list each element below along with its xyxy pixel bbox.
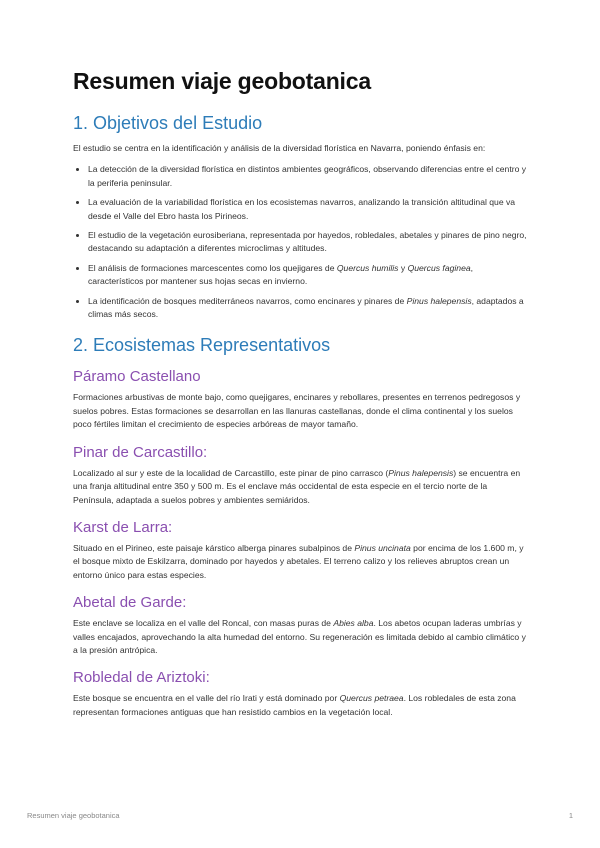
list-item-text: La evaluación de la variabilidad florística en los ecosistemas navarros, analizando la transición altitudinal que va desde el Valle del Ebro hasta los Pirineos. [88,197,516,221]
ecosystem-title: Abetal de Garde: [73,594,187,612]
section-heading-ecosistemas: 2. Ecosistemas Representativos [73,335,331,356]
document-title: Resumen viaje geobotanica [73,68,371,94]
section-ecosistemas [73,335,528,719]
species-name: Quercus humilis [336,262,399,273]
list-item [88,262,528,289]
text-segment: Situado en el Pirineo, este paisaje kárstico alberga pinares subalpinos de [73,542,355,553]
species-name: Pinus halepensis [406,295,472,306]
text-segment: Localizado al sur y este de la localidad de Carcastillo, este pinar de pino carrasco ( [73,467,389,478]
ecosystem-paramo [73,368,528,431]
page-number: 1 [568,811,573,820]
species-name: Quercus petraea [339,693,404,704]
species-name: Abies alba [333,618,374,629]
ecosystem-title: Páramo Castellano [73,368,201,386]
footer-title: Resumen viaje geobotanica [27,811,120,820]
species-name: Pinus uncinata [354,542,411,553]
ecosystem-garde [73,594,528,657]
text-segment: . Los robledales de esta zona representan formaciones antiguas que han resistido cambios en la vegetación local. [73,693,516,717]
text-segment: Este bosque se encuentra en el valle del río Irati y está dominado por [73,693,340,704]
objetivos-list [73,163,528,321]
list-item [88,229,528,256]
section-intro: El estudio se centra en la identificación y análisis de la diversidad florística en Navarra, poniendo énfasis en: [73,143,486,153]
ecosystem-text [73,692,528,719]
ecosystem-title: Robledal de Ariztoki: [73,669,210,687]
ecosystem-title: Pinar de Carcastillo: [73,443,208,461]
species-name: Quercus faginea [407,262,471,273]
section-objetivos [73,113,528,321]
text-segment: Este enclave se localiza en el valle del Roncal, con masas puras de [73,618,334,629]
list-item-text: El análisis de formaciones marcescentes como los quejigares de [88,262,337,273]
document-page [73,68,528,731]
list-item-text: La detección de la diversidad florística en distintos ambientes geográficos, observando diferencias entre el centro y la periferia peninsular. [88,164,527,188]
ecosystem-ariztoki [73,669,528,719]
list-item-text: El estudio de la vegetación eurosiberiana, representada por hayedos, robledales, abetales y pinares de pino negro, destacando su adaptación a diferentes microclimas y altitudes. [88,230,527,254]
ecosystem-carcastillo [73,444,528,507]
ecosystem-text: Formaciones arbustivas de monte bajo, como quejigares, encinares y rebollares, presentes en terrenos pedregosos y suelos pobres. Estas formaciones se desarrollan en las llanuras castellanas, donde el clima continental y los suelos poco fértiles limitan el crecimiento de especies arbóreas de mayor tamaño. [73,392,521,430]
ecosystem-larra [73,519,528,582]
species-name: Pinus halepensis [388,467,454,478]
section-heading-objetivos: 1. Objetivos del Estudio [73,113,263,133]
list-item-text: y [398,262,408,273]
page-footer [27,811,573,820]
list-item-text: , característicos por mantener sus hojas secas en invierno. [88,262,474,287]
list-item [88,196,528,223]
ecosystem-text [73,542,528,582]
text-segment: por encima de los 1.600 m, y el bosque mixto de Eskilzarra, dominado por hayedos y abetales. El terreno calizo y los relieves abruptos crean un entorno único para estas especies. [73,542,524,580]
list-item [88,295,528,322]
list-item [88,163,528,190]
ecosystem-title: Karst de Larra: [73,518,173,536]
text-segment: . Los abetos ocupan laderas umbrías y valles encajados, aprovechando la alta humedad del entorno. Su regeneración es limitada debido al cambio climático y a la presión antrópica. [73,618,526,655]
ecosystem-text [73,467,528,507]
list-item-text: , adaptados a climas más secos. [88,295,524,320]
text-segment: ) se encuentra en una franja altitudinal entre 350 y 500 m. Es el enclave más occidental de esta especie en el tercio norte de la Península, adaptada a suelos pobres y ambientes semiáridos. [73,467,521,505]
list-item-text: La identificación de bosques mediterráneos navarros, como encinares y pinares de [88,295,407,306]
ecosystem-text [73,617,528,657]
